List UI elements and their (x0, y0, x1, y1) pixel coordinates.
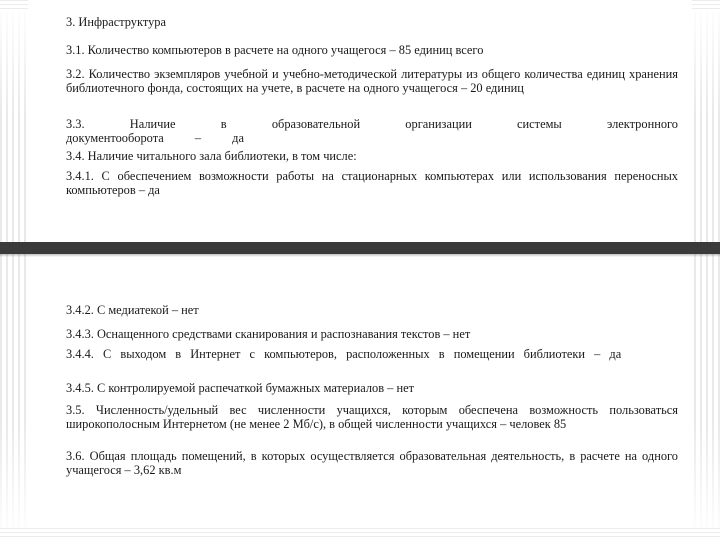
item-3-1 (66, 44, 678, 58)
item-3-3 (66, 118, 678, 145)
right-stripe-decoration (694, 0, 720, 540)
section-title (66, 16, 678, 30)
item-3-2 (66, 68, 678, 95)
item-3-4-5-text: 3.4.5. С контролируемой распечаткой бумажных материалов – нет (66, 381, 415, 395)
item-3-4 (66, 150, 678, 164)
item-3-4-5 (66, 382, 678, 396)
item-3-4-3 (66, 328, 678, 342)
item-3-4-1 (66, 170, 678, 197)
left-stripe-decoration (0, 0, 26, 540)
item-3-4-4 (66, 348, 678, 362)
item-3-2-text: 3.2. Количество экземпляров учебной и учебно-методической литературы из общего количества единиц хранения библиотечного фонда, состоящих на учете, в расчете на одного учащегося – 20 единиц (66, 67, 678, 95)
item-3-6 (66, 450, 678, 477)
item-3-4-2-text: 3.4.2. С медиатекой – нет (66, 303, 199, 317)
item-3-4-4-text: 3.4.4. С выходом в Интернет с компьютеров, расположенных в помещении библиотеки – да (66, 347, 622, 361)
item-3-4-2 (66, 304, 678, 318)
item-3-5 (66, 404, 678, 431)
item-3-6-text: 3.6. Общая площадь помещений, в которых осуществляется образовательная деятельность, в расчете на одного учащегося – 3,62 кв.м (66, 449, 678, 477)
item-3-4-text: 3.4. Наличие читального зала библиотеки, в том числе: (66, 149, 357, 163)
item-3-4-1-text: 3.4.1. С обеспечением возможности работы на стационарных компьютерах или использования переносных компьютеров – да (66, 169, 678, 197)
section-heading: 3. Инфраструктура (66, 15, 166, 29)
bottom-stripe-decoration (0, 528, 720, 540)
item-3-5-text: 3.5. Численность/удельный вес численности учащихся, которым обеспечена возможность пользоваться широкополосным Интернетом (не менее 2 Мб/с), в общей численности учащихся – человек 85 (66, 403, 678, 431)
page-divider-shadow (0, 254, 720, 257)
item-3-4-3-text: 3.4.3. Оснащенного средствами сканирования и распознавания текстов – нет (66, 327, 471, 341)
page-divider-bar (0, 242, 720, 254)
item-3-1-text: 3.1. Количество компьютеров в расчете на одного учащегося – 85 единиц всего (66, 43, 484, 57)
item-3-3-text: 3.3. Наличие в образовательной организации системы электронного документооборота – да (66, 117, 678, 145)
